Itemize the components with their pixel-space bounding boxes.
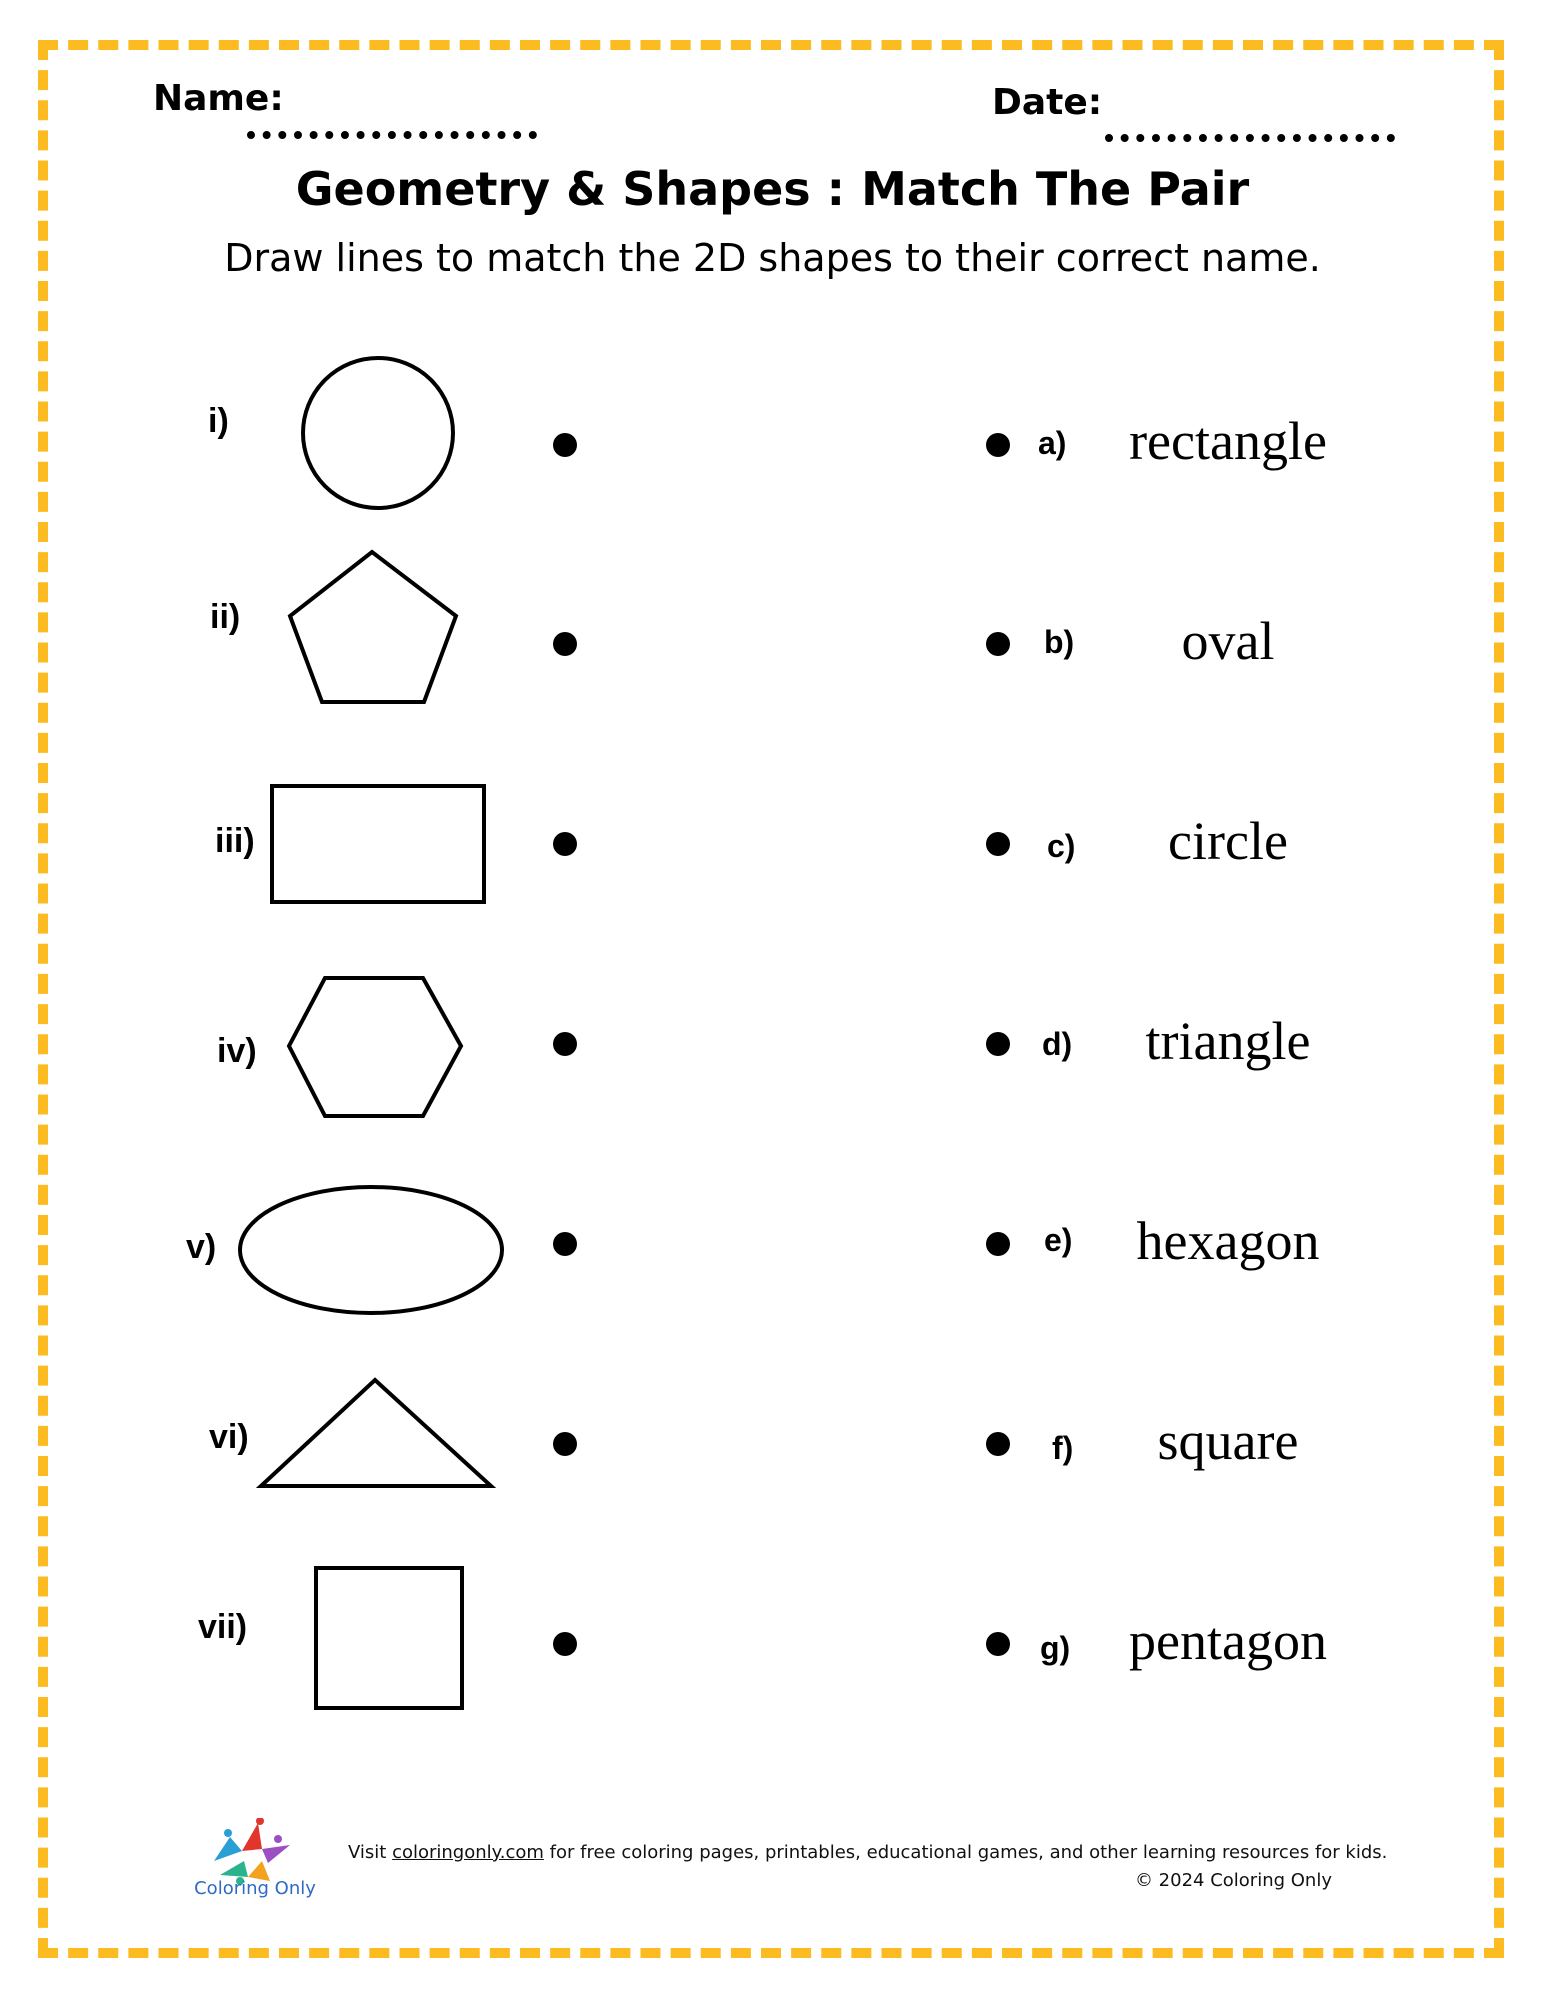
shape-name-hexagon: hexagon bbox=[1136, 1211, 1320, 1271]
match-dot-right-g[interactable] bbox=[986, 1632, 1010, 1656]
name-letter-f: f) bbox=[1052, 1430, 1074, 1466]
shape-name-circle: circle bbox=[1168, 811, 1288, 871]
shape-label-3: iii) bbox=[215, 822, 255, 860]
date-field[interactable] bbox=[1105, 134, 1395, 142]
match-dot-right-b[interactable] bbox=[986, 632, 1010, 656]
logo-text: Coloring Only bbox=[194, 1878, 316, 1899]
match-dot-right-c[interactable] bbox=[986, 832, 1010, 856]
hexagon-icon bbox=[285, 972, 467, 1122]
shape-label-6: vi) bbox=[209, 1418, 249, 1456]
match-dot-left-6[interactable] bbox=[553, 1432, 577, 1456]
shape-name-triangle: triangle bbox=[1145, 1011, 1311, 1071]
shape-label-7: vii) bbox=[198, 1608, 248, 1646]
name-letter-d: d) bbox=[1042, 1026, 1073, 1062]
shape-label-1: i) bbox=[208, 402, 229, 440]
name-label: Name: bbox=[153, 78, 284, 119]
pentagon-icon bbox=[282, 546, 462, 708]
match-dot-right-a[interactable] bbox=[986, 433, 1010, 457]
name-letter-a: a) bbox=[1038, 425, 1067, 461]
date-label: Date: bbox=[992, 82, 1103, 123]
match-dot-left-5[interactable] bbox=[553, 1232, 577, 1256]
shape-name-rectangle: rectangle bbox=[1129, 411, 1327, 471]
circle-icon bbox=[295, 355, 463, 511]
oval-icon bbox=[235, 1182, 507, 1318]
worksheet-instruction: Draw lines to match the 2D shapes to their correct name. bbox=[224, 236, 1321, 280]
name-letter-b: b) bbox=[1044, 624, 1075, 660]
match-dot-left-7[interactable] bbox=[553, 1632, 577, 1656]
shape-label-4: iv) bbox=[217, 1032, 257, 1070]
match-dot-left-4[interactable] bbox=[553, 1032, 577, 1056]
footer-visit-prefix: Visit bbox=[348, 1842, 393, 1863]
triangle-icon bbox=[255, 1372, 497, 1492]
match-dot-right-e[interactable] bbox=[986, 1232, 1010, 1256]
shape-label-5: v) bbox=[186, 1228, 217, 1266]
footer-note bbox=[348, 1842, 1387, 1863]
match-dot-right-f[interactable] bbox=[986, 1432, 1010, 1456]
footer-link[interactable]: coloringonly.com bbox=[392, 1842, 544, 1863]
match-dot-left-1[interactable] bbox=[553, 433, 577, 457]
shape-label-2: ii) bbox=[210, 598, 241, 636]
rectangle-icon bbox=[268, 782, 492, 908]
footer-visit-suffix: for free coloring pages, printables, educational games, and other learning resources for kids. bbox=[543, 1842, 1388, 1863]
shape-name-square: square bbox=[1157, 1411, 1299, 1471]
match-dot-left-2[interactable] bbox=[553, 632, 577, 656]
name-letter-g: g) bbox=[1040, 1630, 1071, 1666]
name-letter-e: e) bbox=[1044, 1222, 1073, 1258]
match-dot-left-3[interactable] bbox=[553, 832, 577, 856]
footer-copyright: © 2024 Coloring Only bbox=[1134, 1870, 1332, 1891]
worksheet-title: Geometry & Shapes : Match The Pair bbox=[295, 162, 1250, 216]
square-icon bbox=[312, 1564, 468, 1712]
shape-name-pentagon: pentagon bbox=[1129, 1611, 1327, 1671]
shape-name-oval: oval bbox=[1181, 611, 1275, 671]
match-dot-right-d[interactable] bbox=[986, 1032, 1010, 1056]
name-letter-c: c) bbox=[1047, 828, 1076, 864]
name-field[interactable] bbox=[247, 131, 537, 139]
